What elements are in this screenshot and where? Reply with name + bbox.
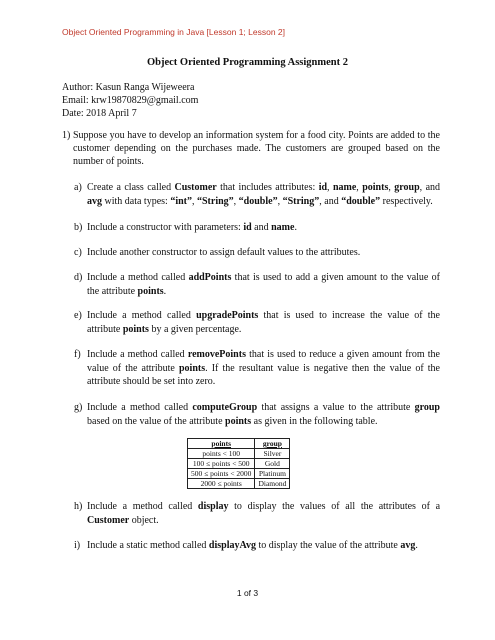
question-number: 1) bbox=[62, 130, 71, 141]
question-1 bbox=[62, 129, 440, 168]
item-c bbox=[74, 246, 440, 260]
table-cell: 2000 ≤ points bbox=[188, 479, 255, 489]
item-text: Include a method called upgradePoints that is used to increase the value of the attribute points by a given percentage. bbox=[87, 310, 441, 335]
item-label: f) bbox=[74, 349, 81, 360]
item-label: a) bbox=[74, 182, 82, 193]
item-g bbox=[74, 401, 440, 428]
document-title: Object Oriented Programming Assignment 2 bbox=[146, 57, 349, 68]
item-text: Include another constructor to assign default values to the attributes. bbox=[87, 247, 361, 258]
table-cell: 100 ≤ points < 500 bbox=[188, 459, 255, 469]
table-row bbox=[188, 469, 290, 479]
item-label: b) bbox=[74, 222, 83, 233]
date-line: Date: 2018 April 7 bbox=[62, 108, 137, 119]
question-text: Suppose you have to develop an information system for a food city. Points are added to the customer depending on the purchases made. The customers are grouped based on the number of points. bbox=[73, 130, 440, 167]
table-row bbox=[188, 459, 290, 469]
table-header: group bbox=[255, 439, 290, 449]
table-cell: Silver bbox=[255, 449, 290, 459]
item-b bbox=[74, 221, 440, 235]
points-group-table bbox=[187, 438, 290, 489]
author-line: Author: Kasun Ranga Wijeweera bbox=[62, 82, 195, 93]
item-text: Include a static method called displayAvg to display the value of the attribute avg. bbox=[87, 540, 418, 551]
table-header: points bbox=[188, 439, 255, 449]
item-text: Include a method called display to display the values of all the attributes of a Customer object. bbox=[87, 501, 441, 526]
table-cell: Platinum bbox=[255, 469, 290, 479]
table-header-row bbox=[188, 439, 290, 449]
item-h bbox=[74, 500, 440, 527]
document-header: Object Oriented Programming in Java [Lesson 1; Lesson 2] bbox=[62, 27, 286, 37]
item-label: e) bbox=[74, 310, 82, 321]
item-text: Include a method called removePoints that is used to reduce a given amount from the value of the attribute points. If the resultant value is negative then the value of the attribute should be set into zero. bbox=[87, 349, 440, 387]
item-d bbox=[74, 271, 440, 298]
table-cell: 500 ≤ points < 2000 bbox=[188, 469, 255, 479]
item-i bbox=[74, 539, 440, 553]
item-label: d) bbox=[74, 272, 83, 283]
item-label: c) bbox=[74, 247, 82, 258]
item-e bbox=[74, 309, 440, 336]
table-cell: Diamond bbox=[255, 479, 290, 489]
item-text: Include a method called computeGroup that assigns a value to the attribute group based on the value of the attribute points as given in the following table. bbox=[87, 402, 440, 427]
email-line: Email: krw19870829@gmail.com bbox=[62, 95, 199, 106]
page-number: 1 of 3 bbox=[236, 588, 259, 598]
table-cell: Gold bbox=[255, 459, 290, 469]
item-f bbox=[74, 348, 440, 389]
item-a bbox=[74, 181, 440, 208]
table-row bbox=[188, 479, 290, 489]
item-text: Create a class called Customer that includes attributes: id, name, points, group, and avg with data types: “int”, “String”, “double”, “String”, and “double” respectively. bbox=[87, 182, 441, 207]
table-cell: points < 100 bbox=[188, 449, 255, 459]
table-row bbox=[188, 449, 290, 459]
item-text: Include a method called addPoints that is used to add a given amount to the value of the attribute points. bbox=[87, 272, 440, 297]
item-label: i) bbox=[74, 540, 81, 551]
item-label: h) bbox=[74, 501, 83, 512]
item-text: Include a constructor with parameters: id and name. bbox=[87, 222, 297, 233]
item-label: g) bbox=[74, 402, 83, 413]
